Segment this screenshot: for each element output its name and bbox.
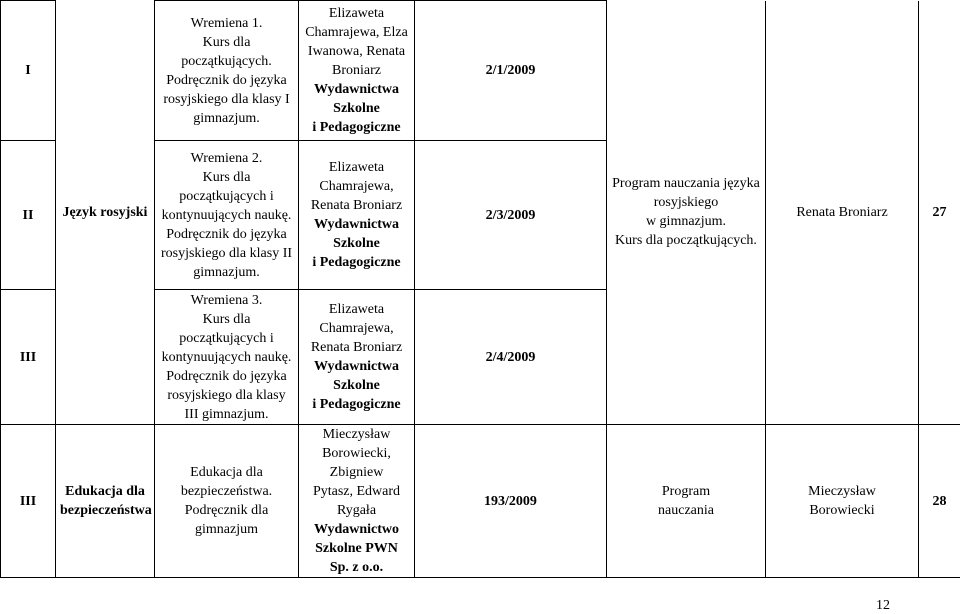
authors-publisher-cell: Elizaweta Chamrajewa, Elza Iwanowa, Renata Broniarz Wydawnictwa Szkolne i Pedagogiczne <box>299 1 415 141</box>
item-number-cell: 28 <box>919 425 960 578</box>
item-number-cell: 27 <box>919 1 960 425</box>
table-row <box>1 425 960 578</box>
textbook-cell: Wremiena 1. Kurs dla początkujących. Podręcznik do języka rosyjskiego dla klasy I gimnazjum. <box>155 1 299 141</box>
level-cell: II <box>1 141 56 290</box>
level-cell: III <box>1 290 56 425</box>
approval-number-cell: 193/2009 <box>415 425 607 578</box>
subject-cell: Język rosyjski <box>56 1 155 425</box>
program-cell: Program nauczania języka rosyjskiego w gimnazjum. Kurs dla początkujących. <box>607 1 766 425</box>
authors-publisher-cell: Elizaweta Chamrajewa, Renata Broniarz Wydawnictwa Szkolne i Pedagogiczne <box>299 141 415 290</box>
level-cell: I <box>1 1 56 141</box>
program-author-cell: Mieczysław Borowiecki <box>766 425 919 578</box>
authors-publisher-cell: Mieczysław Borowiecki, Zbigniew Pytasz, Edward Rygała Wydawnictwo Szkolne PWN Sp. z o.o. <box>299 425 415 578</box>
authors-publisher-cell: Elizaweta Chamrajewa, Renata Broniarz Wydawnictwa Szkolne i Pedagogiczne <box>299 290 415 425</box>
subject-cell: Edukacja dla bezpieczeństwa <box>56 425 155 578</box>
approval-number-cell: 2/3/2009 <box>415 141 607 290</box>
program-cell: Program nauczania <box>607 425 766 578</box>
textbook-cell: Wremiena 3. Kurs dla początkujących i kontynuujących naukę. Podręcznik do języka rosyjskiego dla klasy III gimnazjum. <box>155 290 299 425</box>
program-author-cell: Renata Broniarz <box>766 1 919 425</box>
table-row <box>1 1 960 141</box>
textbook-cell: Wremiena 2. Kurs dla początkujących i kontynuujących naukę. Podręcznik do języka rosyjskiego dla klasy II gimnazjum. <box>155 141 299 290</box>
page-number: 12 <box>876 598 890 613</box>
approval-number-cell: 2/4/2009 <box>415 290 607 425</box>
textbook-cell: Edukacja dla bezpieczeństwa. Podręcznik dla gimnazjum <box>155 425 299 578</box>
approval-number-cell: 2/1/2009 <box>415 1 607 141</box>
level-cell: III <box>1 425 56 578</box>
